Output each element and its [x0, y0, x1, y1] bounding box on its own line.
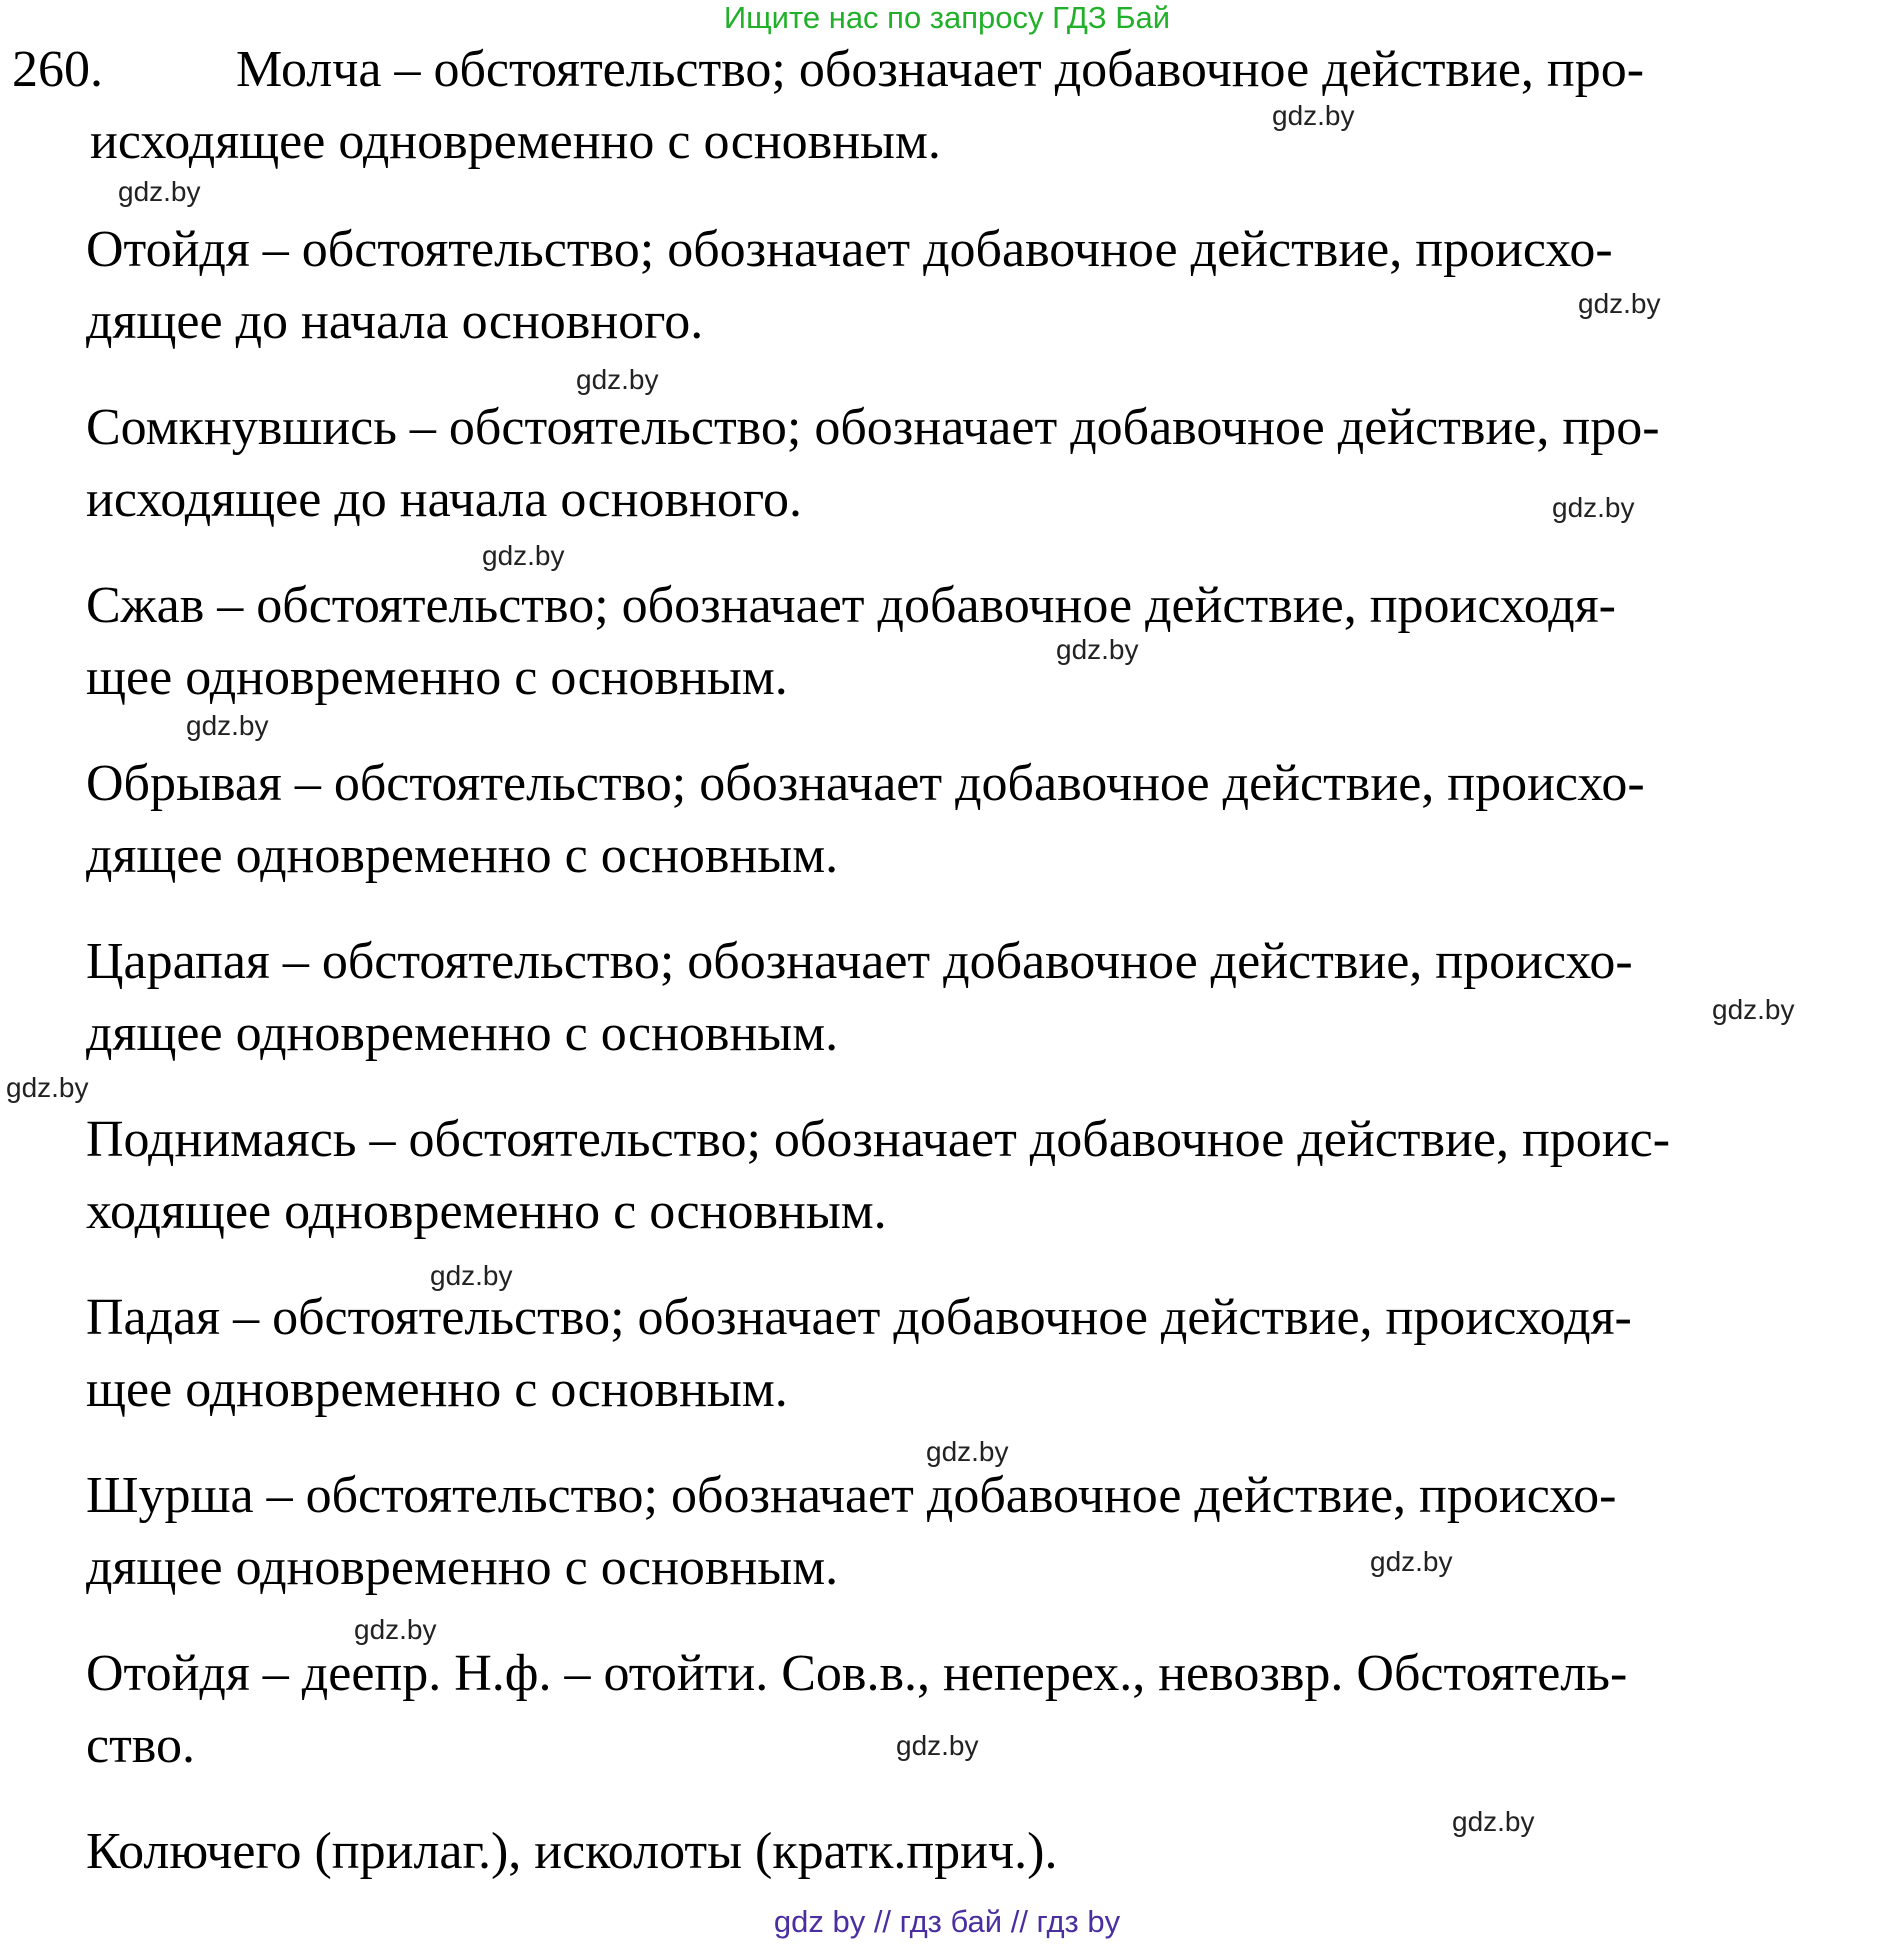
watermark: gdz.by	[1712, 994, 1795, 1025]
text-line: Колючего (прилаг.), исколоты (кратк.прич.).	[86, 1823, 1058, 1880]
text-line: Отойдя – обстоятельство; обозначает добавочное действие, происхо-	[86, 221, 1613, 278]
footer-links: gdz by // гдз бай // гдз by	[773, 1904, 1121, 1939]
exercise-number: 260.	[12, 41, 103, 98]
watermark: gdz.by	[926, 1436, 1009, 1467]
watermark: gdz.by	[1272, 100, 1355, 131]
watermark: gdz.by	[354, 1614, 437, 1645]
text-line: Молча – обстоятельство; обозначает добавочное действие, про-	[236, 41, 1645, 98]
text-line: ство.	[86, 1717, 196, 1774]
watermark: gdz.by	[6, 1072, 89, 1103]
text-line: исходящее до начала основного.	[86, 471, 802, 528]
watermark: gdz.by	[576, 364, 659, 395]
text-line: дящее до начала основного.	[86, 293, 704, 350]
text-line: Шурша – обстоятельство; обозначает добавочное действие, происхо-	[86, 1467, 1617, 1524]
text-line: дящее одновременно с основным.	[86, 1539, 839, 1596]
watermark: gdz.by	[430, 1260, 513, 1291]
watermark: gdz.by	[1552, 492, 1635, 523]
watermark: gdz.by	[186, 710, 269, 741]
watermark: gdz.by	[118, 176, 201, 207]
watermark: gdz.by	[896, 1730, 979, 1761]
text-line: дящее одновременно с основным.	[86, 1005, 839, 1062]
text-line: исходящее одновременно с основным.	[90, 113, 941, 170]
watermark: gdz.by	[1578, 288, 1661, 319]
text-line: Обрывая – обстоятельство; обозначает добавочное действие, происхо-	[86, 755, 1645, 812]
text-line: Падая – обстоятельство; обозначает добавочное действие, происходя-	[86, 1289, 1632, 1346]
text-line: щее одновременно с основным.	[86, 1361, 788, 1418]
text-line: Царапая – обстоятельство; обозначает добавочное действие, происхо-	[86, 933, 1633, 990]
search-promo-banner: Ищите нас по запросу ГДЗ Бай	[723, 0, 1171, 35]
watermark: gdz.by	[482, 540, 565, 571]
text-line: щее одновременно с основным.	[86, 649, 788, 706]
text-line: Сжав – обстоятельство; обозначает добавочное действие, происходя-	[86, 577, 1616, 634]
text-line: Отойдя – деепр. Н.ф. – отойти. Сов.в., неперех., невозвр. Обстоятель-	[86, 1645, 1628, 1702]
watermark: gdz.by	[1370, 1546, 1453, 1577]
watermark: gdz.by	[1056, 634, 1139, 665]
text-line: Сомкнувшись – обстоятельство; обозначает добавочное действие, про-	[86, 399, 1660, 456]
watermark: gdz.by	[1452, 1806, 1535, 1837]
text-line: Поднимаясь – обстоятельство; обозначает добавочное действие, проис-	[86, 1111, 1671, 1168]
text-line: ходящее одновременно с основным.	[86, 1183, 887, 1240]
text-line: дящее одновременно с основным.	[86, 827, 839, 884]
